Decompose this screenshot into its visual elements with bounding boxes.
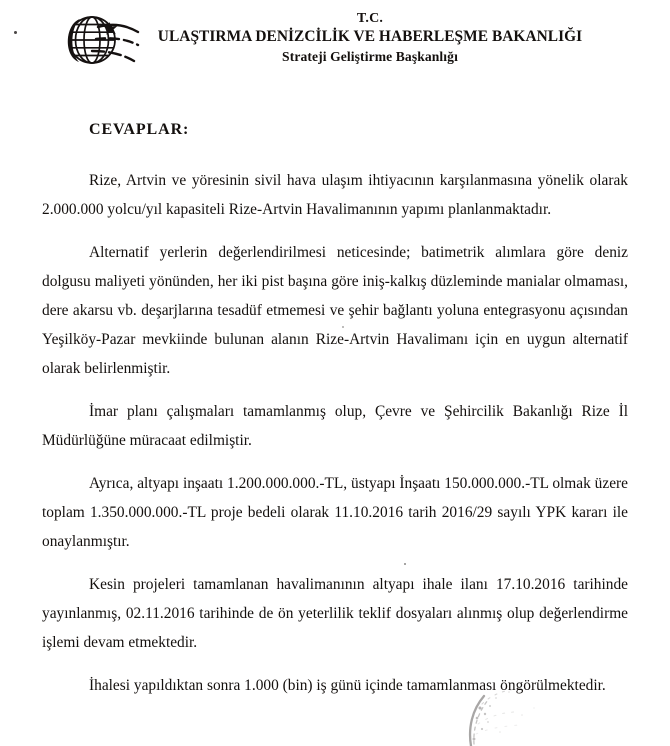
letterhead xyxy=(0,0,670,92)
paragraph-2: Alternatif yerlerin değerlendirilmesi neticesinde; batimetrik alımlara göre deniz dolgusu maliyeti yönünden, her iki pist başına göre iniş-kalkış düzleminde manialar olmaması, dere akarsu vb. deşarjlarına tesadüf etmemesi ve şehir bağlantı yoluna entegrasyonu açısından Yeşilköy-Pazar mevkiinde bulunan alanın Rize-Artvin Havalimanı için en uygun alternatif olarak belirlenmiştir. xyxy=(42,244,628,377)
header-line-tc: T.C. xyxy=(356,11,384,26)
globe-grid-with-swoosh-emblem xyxy=(52,9,148,75)
paragraph-4: Ayrıca, altyapı inşaatı 1.200.000.000.-TL, üstyapı İnşaatı 150.000.000.-TL olmak üzere toplam 1.350.000.000.-TL proje bedeli olarak 11.10.2016 tarih 2016/29 sayılı YPK kararı ile onaylanmıştır. xyxy=(42,475,628,550)
paragraph-3: İmar planı çalışmaları tamamlanmış olup, Çevre ve Şehircilik Bakanlığı Rize İl Müdürlüğüne müracaat edilmiştir. xyxy=(42,403,628,449)
header-line-unit: Strateji Geliştirme Başkanlığı xyxy=(282,49,458,64)
page-title: CEVAPLAR: xyxy=(89,121,190,138)
scan-speck-artifact xyxy=(14,31,17,34)
scan-speck-artifact xyxy=(404,563,406,565)
paragraph-1: Rize, Artvin ve yöresinin sivil hava ulaşım ihtiyacının karşılanmasına yönelik olarak 2.000.000 yolcu/yıl kapasiteli Rize-Artvin Havalimanının yapımı planlanmaktadır. xyxy=(42,172,628,218)
paragraph-5: Kesin projeleri tamamlanan havalimanının altyapı ihale ilanı 17.10.2016 tarihinde yayınlanmış, 02.11.2016 tarihinde de ön yeterlilik teklif dosyaları alınmış olup değerlendirme işlemi devam etmektedir. xyxy=(42,576,628,651)
scan-speck-artifact xyxy=(342,326,344,328)
document-body xyxy=(42,118,628,700)
letterhead-text xyxy=(150,11,590,66)
paragraph-6: İhalesi yapıldıktan sonra 1.000 (bin) iş günü içinde tamamlanması öngörülmektedir. xyxy=(89,677,606,694)
header-line-ministry: ULAŞTIRMA DENİZCİLİK VE HABERLEŞME BAKANLIĞI xyxy=(157,28,583,45)
partial-signature-smudge xyxy=(462,684,580,746)
